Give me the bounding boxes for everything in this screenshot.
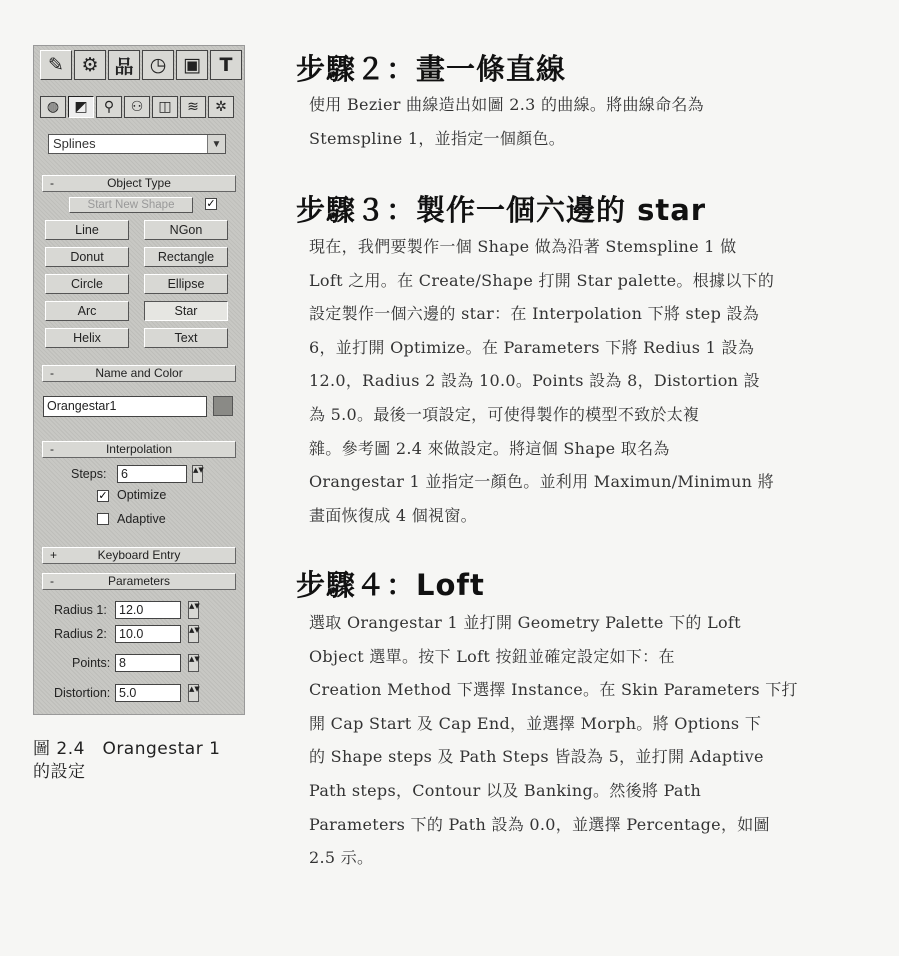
text-line: 使用 Bezier 曲線造出如圖 2.3 的曲線。將曲線命名為 [309,95,704,114]
donut-button[interactable]: Donut [45,247,129,267]
radius1-label: Radius 1: [54,603,107,617]
geometry-icon[interactable]: ◍ [40,96,66,118]
keyboard-entry-rollout[interactable]: + Keyboard Entry [42,547,236,564]
systems-icon[interactable]: ✲ [208,96,234,118]
text-line: Loft 之用。在 Create/Shape 打開 Star palette。根據以下的 [309,270,775,290]
display-tab-icon[interactable]: ▣ [176,50,208,80]
text-line: 選取 Orangestar 1 並打開 Geometry Palette 下的 Loft [309,613,741,632]
ngon-button[interactable]: NGon [144,220,228,240]
command-tabs [40,50,242,80]
adaptive-label: Adaptive [117,512,166,526]
adaptive-checkbox[interactable] [97,513,109,525]
text-line: 的 Shape steps 及 Path Steps 皆設為 5，並打開 Adaptive [309,747,764,767]
steps-label: Steps: [71,467,107,481]
points-label: Points: [72,656,111,670]
caption-line: 的設定 [33,762,86,782]
category-dropdown[interactable]: Splines ▼ [48,134,226,154]
step4-heading: 步驟４：Loft [296,568,485,602]
step2-paragraph [309,88,847,155]
object-color-swatch[interactable] [213,396,233,416]
text-line: 開 Cap Start 及 Cap End，並選擇 Morph。將 Options 下 [309,713,762,733]
points-spinner[interactable]: ▲▼ [188,654,199,672]
distortion-spinner[interactable]: ▲▼ [188,684,199,702]
utilities-tab-icon[interactable]: T [210,50,242,80]
text-line: 為 5.0。最後一項設定，可使得製作的模型不致於太複 [309,404,700,424]
star-button[interactable]: Star [144,301,228,321]
text-line: 畫面恢復成 4 個視窗。 [309,505,477,525]
steps-spinner[interactable]: ▲▼ [192,465,203,483]
points-input[interactable]: 8 [115,654,181,672]
object-type-rollout[interactable]: - Object Type [42,175,236,192]
figure-caption [33,738,263,784]
step2-heading: 步驟２：畫一條直線 [296,52,567,86]
text-line: 雜。參考圖 2.4 來做設定。將這個 Shape 取名為 [309,438,670,458]
step4-paragraph [309,606,847,875]
parameters-rollout[interactable]: - Parameters [42,573,236,590]
step3-paragraph [309,230,847,532]
interpolation-rollout[interactable]: - Interpolation [42,441,236,458]
create-category-icons [40,96,234,118]
chevron-down-icon[interactable]: ▼ [207,135,225,153]
radius1-input[interactable]: 12.0 [115,601,181,619]
shapes-icon[interactable]: ◩ [68,96,94,118]
motion-tab-icon[interactable]: ◷ [142,50,174,80]
text-line: Object 選單。按下 Loft 按鈕並確定設定如下：在 [309,646,675,666]
distortion-label: Distortion: [54,686,111,700]
text-line: Parameters 下的 Path 設為 0.0，並選擇 Percentage，如圖 [309,814,770,834]
text-line: 現在，我們要製作一個 Shape 做為沿著 Stemspline 1 做 [309,237,737,256]
line-button[interactable]: Line [45,220,129,240]
start-new-shape-button[interactable]: Start New Shape [69,197,193,213]
text-line: 設定製作一個六邊的 star：在 Interpolation 下將 step 設為 [309,304,760,324]
ellipse-button[interactable]: Ellipse [144,274,228,294]
arc-button[interactable]: Arc [45,301,129,321]
helix-button[interactable]: Helix [45,328,129,348]
object-name-input[interactable]: Orangestar1 [43,396,207,417]
cameras-icon[interactable]: ⚇ [124,96,150,118]
text-line: 12.0，Radius 2 設為 10.0。Points 設為 8，Distortion 設 [309,371,760,391]
distortion-input[interactable]: 5.0 [115,684,181,702]
steps-input[interactable]: 6 [117,465,187,483]
text-line: Path steps，Contour 以及 Banking。然後將 Path [309,780,702,800]
text-line: Stemspline 1，並指定一個顏色。 [309,128,566,148]
circle-button[interactable]: Circle [45,274,129,294]
radius2-label: Radius 2: [54,627,107,641]
radius2-input[interactable]: 10.0 [115,625,181,643]
radius1-spinner[interactable]: ▲▼ [188,601,199,619]
text-line: 6，並打開 Optimize。在 Parameters 下將 Redius 1 設為 [309,337,755,357]
spacewarps-icon[interactable]: ≋ [180,96,206,118]
step3-heading: 步驟３：製作一個六邊的 star [296,193,707,227]
optimize-checkbox[interactable]: ✓ [98,489,108,502]
text-line: Orangestar 1 並指定一顏色。並利用 Maximun/Minimun 將 [309,472,774,492]
radius2-spinner[interactable]: ▲▼ [188,625,199,643]
hierarchy-tab-icon[interactable]: 品 [108,50,140,80]
modify-tab-icon[interactable]: ⚙ [74,50,106,80]
rectangle-button[interactable]: Rectangle [144,247,228,267]
text-line: Creation Method 下選擇 Instance。在 Skin Parameters 下打 [309,680,798,700]
command-panel [33,45,245,715]
start-new-shape-checkbox[interactable]: ✓ [206,197,216,210]
lights-icon[interactable]: ⚲ [96,96,122,118]
create-tab-icon[interactable]: ✎ [40,50,72,80]
caption-line: 圖 2.4 Orangestar 1 [33,739,221,759]
helpers-icon[interactable]: ◫ [152,96,178,118]
optimize-label: Optimize [117,488,167,502]
text-line: 2.5 示。 [309,848,374,868]
name-and-color-rollout[interactable]: - Name and Color [42,365,236,382]
text-button[interactable]: Text [144,328,228,348]
